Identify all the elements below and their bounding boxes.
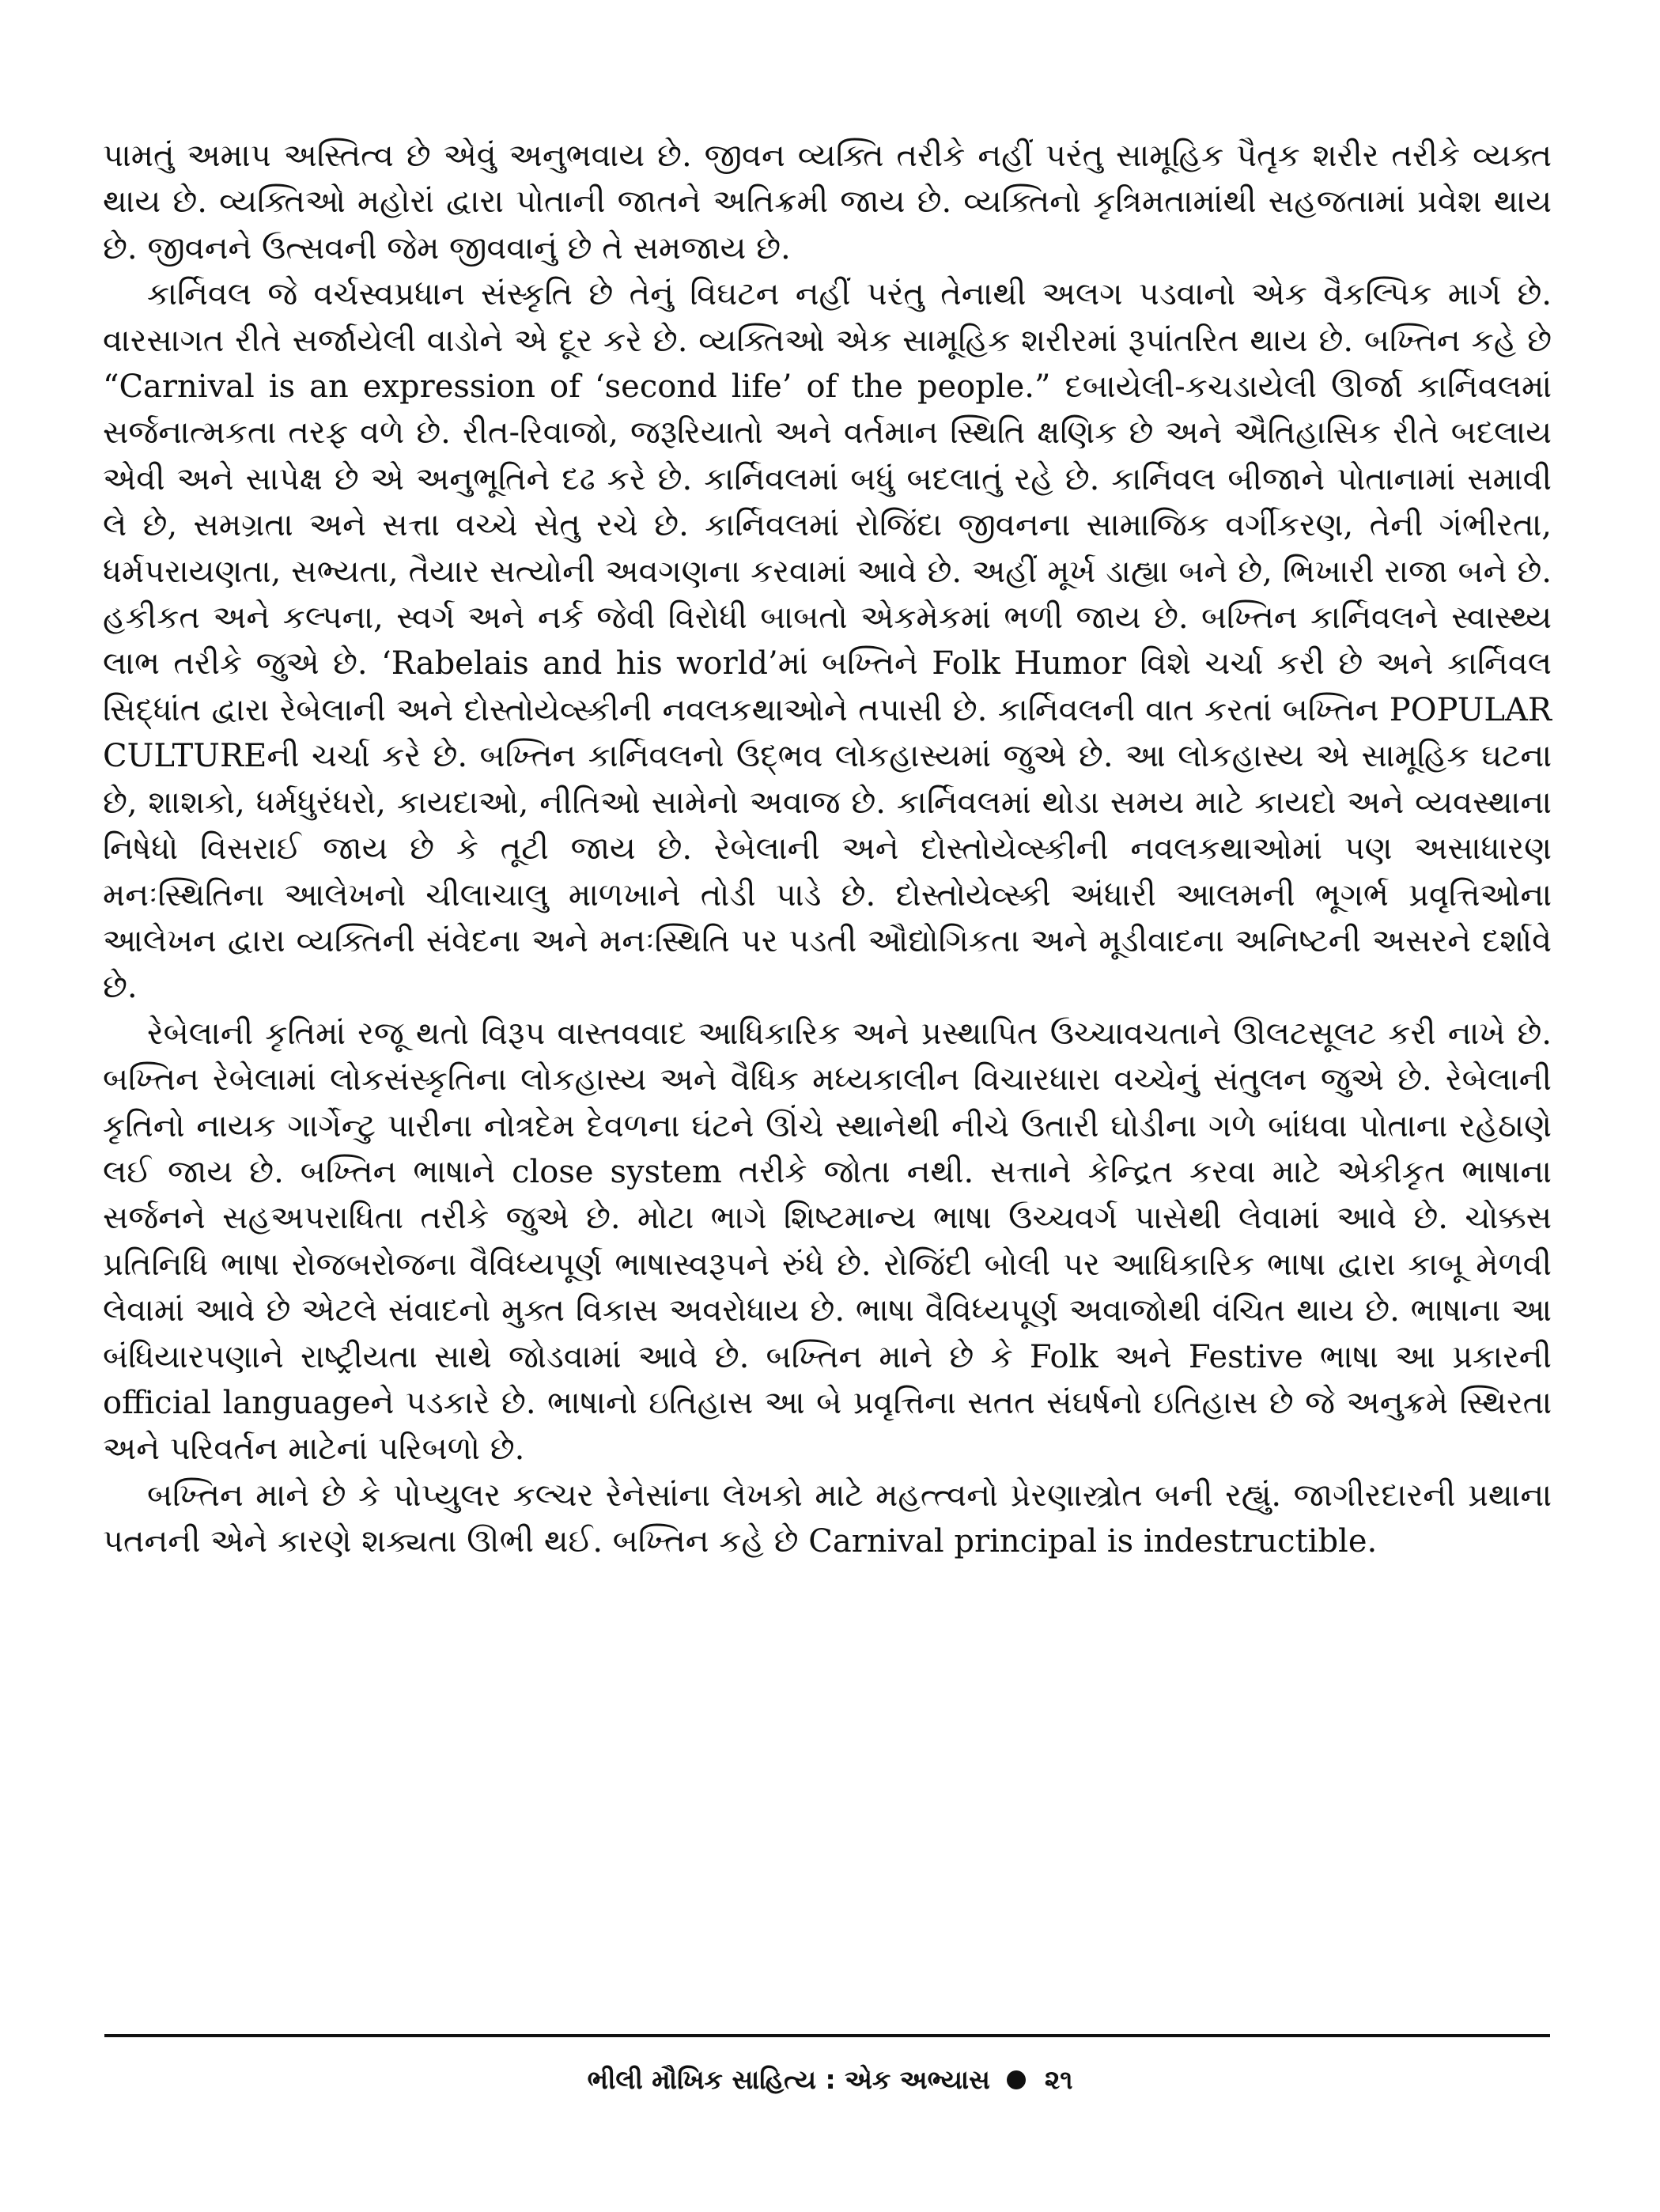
page-footer [0, 2064, 1660, 2096]
footer-book-title: ભીલી મૌખિક સાહિત્ય : એક અભ્યાસ [587, 2064, 990, 2095]
bullet-icon [1007, 2070, 1026, 2089]
paragraph-4: બખ્તિન માને છે કે પોપ્યુલર કલ્ચર રેનેસાંના લેખકો માટે મહત્ત્વનો પ્રેરણાસ્ત્રોત બની રહ્યું. જાગીરદારની પ્રથાના પતનની એને કારણે શક્યતા ઊભી થઈ. બખ્તિન કહે છે Carnival principal is indestructible. [103, 1477, 1552, 1560]
paragraph-2: કાર્નિવલ જે વર્ચસ્વપ્રધાન સંસ્કૃતિ છે તેનું વિઘટન નહીં પરંતુ તેનાથી અલગ પડવાનો એક વૈકલ્પિક માર્ગ છે. વારસાગત રીતે સર્જાયેલી વાડોને એ દૂર કરે છે. વ્યક્તિઓ એક સામૂહિક શરીરમાં રૂપાંતરિત થાય છે. બખ્તિન કહે છે “Carnival is an expression of ‘second life’ of the people.” દબાયેલી-કચડાયેલી ઊર્જા કાર્નિવલમાં સર્જનાત્મકતા તરફ વળે છે. રીત-રિવાજો, જરૂરિયાતો અને વર્તમાન સ્થિતિ ક્ષણિક છે અને ઐતિહાસિક રીતે બદલાય એવી અને સાપેક્ષ છે એ અનુભૂતિને દઢ કરે છે. કાર્નિવલમાં બધું બદલાતું રહે છે. કાર્નિવલ બીજાને પોતાનામાં સમાવી લે છે, સમગ્રતા અને સત્તા વચ્ચે સેતુ રચે છે. કાર્નિવલમાં રોજિંદા જીવનના સામાજિક વર્ગીકરણ, તેની ગંભીરતા, ધર્મપરાયણતા, સભ્યતા, તૈયાર સત્યોની અવગણના કરવામાં આવે છે. અહીં મૂર્ખ ડાહ્યા બને છે, ભિખારી રાજા બને છે. હકીકત અને કલ્પના, સ્વર્ગ અને નર્ક જેવી વિરોધી બાબતો એકમેકમાં ભળી જાય છે. બખ્તિન કાર્નિવલને સ્વાસ્થ્ય લાભ તરીકે જુએ છે. ‘Rabelais and his world’માં બખ્તિને Folk Humor વિશે ચર્ચા કરી છે અને કાર્નિવલ સિદ્ધાંત દ્વારા રેબેલાની અને દોસ્તોયેવ્સ્કીની નવલકથાઓને તપાસી છે. કાર્નિવલની વાત કરતાં બખ્તિન POPULAR CULTUREની ચર્ચા કરે છે. બખ્તિન કાર્નિવલનો ઉદ્ભવ લોકહાસ્યમાં જુએ છે. આ લોકહાસ્ય એ સામૂહિક ઘટના છે, શાશકો, ધર્મધુરંધરો, કાયદાઓ, નીતિઓ સામેનો અવાજ છે. કાર્નિવલમાં થોડા સમય માટે કાયદો અને વ્યવસ્થાના નિષેધો વિસરાઈ જાય છે કે તૂટી જાય છે. રેબેલાની અને દોસ્તોયેવ્સ્કીની નવલકથાઓમાં પણ અસાધારણ મનઃસ્થિતિના આલેખનો ચીલાચાલુ માળખાને તોડી પાડે છે. દોસ્તોયેવ્સ્કી અંધારી આલમની ભૂગર્ભ પ્રવૃત્તિઓના આલેખન દ્વારા વ્યક્તિની સંવેદના અને મનઃસ્થિતિ પર પડતી ઔદ્યોગિકતા અને મૂડીવાદના અનિષ્ટની અસરને દર્શાવે છે. [103, 276, 1552, 1006]
page-body [103, 133, 1552, 1565]
page-number: ૨૧ [1044, 2064, 1073, 2095]
paragraph-1: પામતું અમાપ અસ્તિત્વ છે એવું અનુભવાય છે. જીવન વ્યક્તિ તરીકે નહીં પરંતુ સામૂહિક પૈતૃક શરીર તરીકે વ્યક્ત થાય છે. વ્યક્તિઓ મહોરાં દ્વારા પોતાની જાતને અતિક્રમી જાય છે. વ્યક્તિનો કૃત્રિમતામાંથી સહજતામાં પ્રવેશ થાય છે. જીવનને ઉત્સવની જેમ જીવવાનું છે તે સમજાય છે. [103, 138, 1552, 267]
paragraph-3: રેબેલાની કૃતિમાં રજૂ થતો વિરૂપ વાસ્તવવાદ આધિકારિક અને પ્રસ્થાપિત ઉચ્ચાવચતાને ઊલટસૂલટ કરી નાખે છે. બખ્તિન રેબેલામાં લોકસંસ્કૃતિના લોકહાસ્ય અને વૈધિક મધ્યકાલીન વિચારધારા વચ્ચેનું સંતુલન જુએ છે. રેબેલાની કૃતિનો નાયક ગાર્ગેન્ટુ પારીના નોત્રદેમ દેવળના ઘંટને ઊંચે સ્થાનેથી નીચે ઉતારી ઘોડીના ગળે બાંધવા પોતાના રહેઠાણે લઈ જાય છે. બખ્તિન ભાષાને close system તરીકે જોતા નથી. સત્તાને કેન્દ્રિત કરવા માટે એકીકૃત ભાષાના સર્જનને સહઅપરાધિતા તરીકે જુએ છે. મોટા ભાગે શિષ્ટમાન્ય ભાષા ઉચ્ચવર્ગ પાસેથી લેવામાં આવે છે. ચોક્કસ પ્રતિનિધિ ભાષા રોજબરોજના વૈવિધ્યપૂર્ણ ભાષાસ્વરૂપને રુંધે છે. રોજિંદી બોલી પર આધિકારિક ભાષા દ્વારા કાબૂ મેળવી લેવામાં આવે છે એટલે સંવાદનો મુક્ત વિકાસ અવરોધાય છે. ભાષા વૈવિધ્યપૂર્ણ અવાજોથી વંચિત થાય છે. ભાષાના આ બંધિયારપણાને રાષ્ટ્રીયતા સાથે જોડવામાં આવે છે. બખ્તિન માને છે કે Folk અને Festive ભાષા આ પ્રકારની official languageને પડકારે છે. ભાષાનો ઇતિહાસ આ બે પ્રવૃત્તિના સતત સંઘર્ષનો ઇતિહાસ છે જે અનુક્રમે સ્થિરતા અને પરિવર્તન માટેનાં પરિબળો છે. [103, 1015, 1552, 1468]
footer-divider [104, 2034, 1550, 2037]
